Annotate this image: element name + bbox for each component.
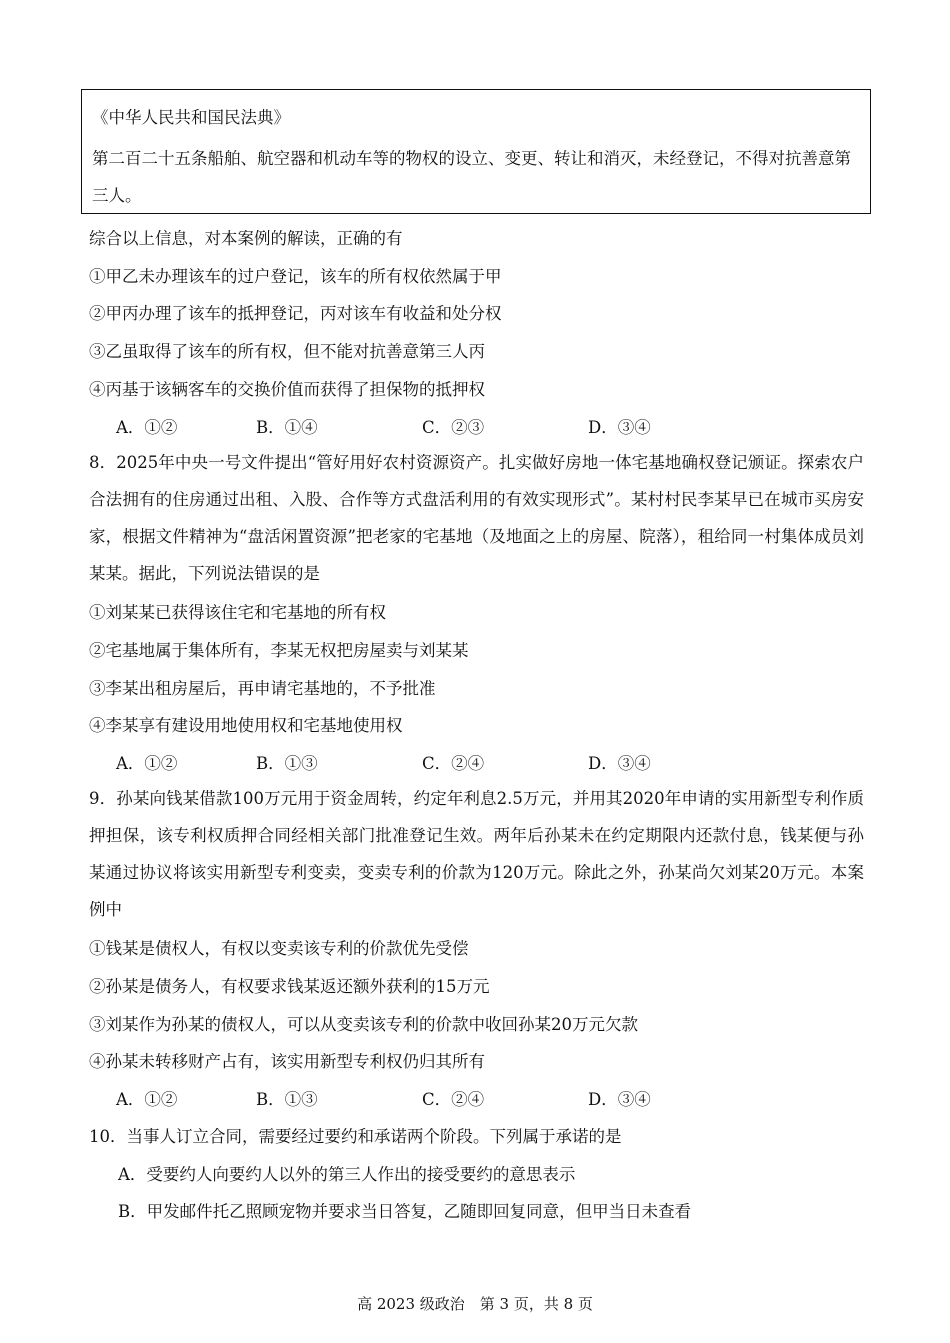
q8-stem: 8．2025年中央一号文件提出“管好用好农村资源资产。扎实做好房地一体宅基地确权登记颁证。探索农户合法拥有的住房通过出租、入股、合作等方式盘活利用的有效实现形式”。某村村民李某早已在城市买房安家，根据文件精神为“盘活闲置资源”把老家的宅基地（及地面之上的房屋、院落），租给同一村集体成员刘某某。据此，下列说法错误的是 xyxy=(89,453,864,583)
q7-options xyxy=(116,414,716,438)
q10-option-a: A．受要约人向要约人以外的第三人作出的接受要约的意思表示 xyxy=(118,1165,576,1184)
q7-item-1: ①甲乙未办理该车的过户登记，该车的所有权依然属于甲 xyxy=(89,267,502,286)
q7-stem: 综合以上信息，对本案例的解读，正确的有 xyxy=(89,229,403,248)
q7-item-3: ③乙虽取得了该车的所有权，但不能对抗善意第三人丙 xyxy=(89,342,485,361)
q9-item-4: ④孙某未转移财产占有，该实用新型专利权仍归其所有 xyxy=(89,1052,485,1071)
law-title: 《中华人民共和国民法典》 xyxy=(92,108,290,127)
q9-item-2: ②孙某是债务人，有权要求钱某返还额外获利的15万元 xyxy=(89,977,490,996)
q8-option-c: C．②④ xyxy=(422,754,485,773)
q8-option-a: A．①② xyxy=(116,754,178,773)
q9-stem: 9．孙某向钱某借款100万元用于资金周转，约定年利息2.5万元，并用其2020年申请的实用新型专利作质押担保，该专利权质押合同经相关部门批准登记生效。两年后孙某未在约定期限内还款付息，钱某便与孙某通过协议将该实用新型专利变卖，变卖专利的价款为120万元。除此之外，孙某尚欠刘某20万元。本案例中 xyxy=(89,789,864,919)
q9-option-c: C．②④ xyxy=(422,1090,485,1109)
q10-option-b: B．甲发邮件托乙照顾宠物并要求当日答复，乙随即回复同意，但甲当日未查看 xyxy=(118,1202,692,1221)
q8-item-3: ③李某出租房屋后，再申请宅基地的，不予批准 xyxy=(89,679,436,698)
q8-option-d: D．③④ xyxy=(588,754,651,773)
q9-option-b: B．①③ xyxy=(256,1090,318,1109)
q7-option-a: A．①② xyxy=(116,418,178,437)
q7-option-c: C．②③ xyxy=(422,418,485,437)
law-excerpt-box xyxy=(81,89,871,214)
q8-item-2: ②宅基地属于集体所有，李某无权把房屋卖与刘某某 xyxy=(89,641,469,660)
q9-item-1: ①钱某是债权人，有权以变卖该专利的价款优先受偿 xyxy=(89,939,469,958)
q7-option-d: D．③④ xyxy=(588,418,651,437)
q9-options xyxy=(116,1086,716,1110)
q8-item-1: ①刘某某已获得该住宅和宅基地的所有权 xyxy=(89,603,386,622)
q7-item-4: ④丙基于该辆客车的交换价值而获得了担保物的抵押权 xyxy=(89,380,485,399)
q8-options xyxy=(116,750,716,774)
q7-option-b: B．①④ xyxy=(256,418,318,437)
q7-item-2: ②甲丙办理了该车的抵押登记，丙对该车有收益和处分权 xyxy=(89,304,502,323)
q10-stem: 10．当事人订立合同，需要经过要约和承诺两个阶段。下列属于承诺的是 xyxy=(89,1127,622,1146)
q9-item-3: ③刘某作为孙某的债权人，可以从变卖该专利的价款中收回孙某20万元欠款 xyxy=(89,1015,638,1034)
q9-option-d: D．③④ xyxy=(588,1090,651,1109)
law-article-text: 第二百二十五条船舶、航空器和机动车等的物权的设立、变更、转让和消灭，未经登记，不得对抗善意第三人。 xyxy=(92,149,851,205)
q9-option-a: A．①② xyxy=(116,1090,178,1109)
page-footer: 高 2023 级政治 第 3 页，共 8 页 xyxy=(357,1295,593,1313)
q8-item-4: ④李某享有建设用地使用权和宅基地使用权 xyxy=(89,716,403,735)
q8-option-b: B．①③ xyxy=(256,754,318,773)
